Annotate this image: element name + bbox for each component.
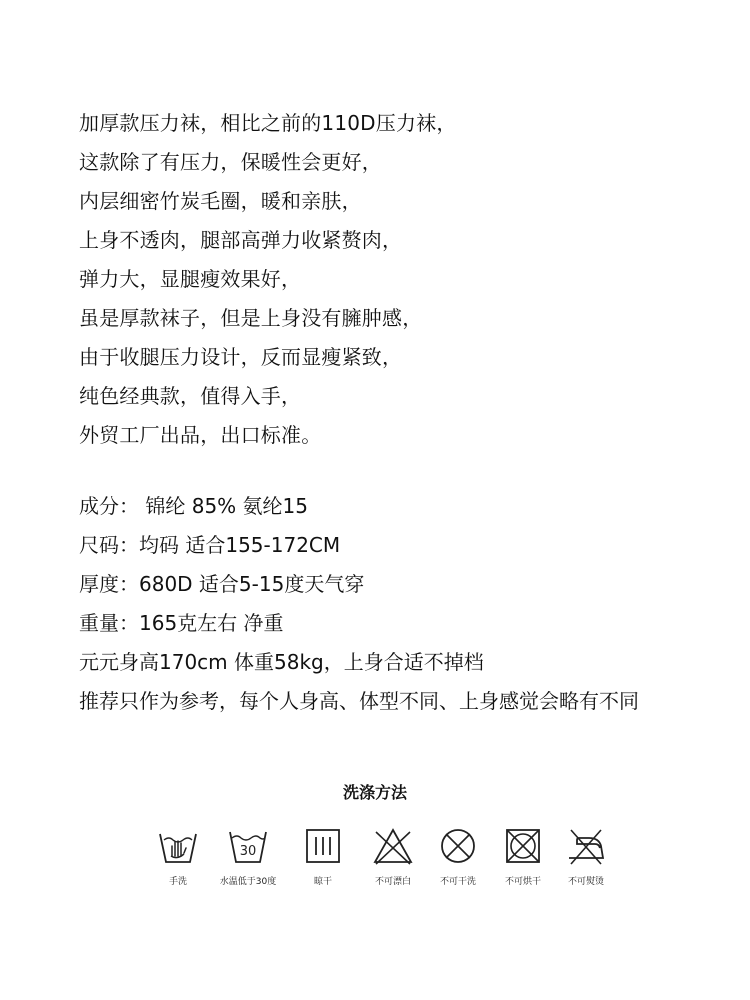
description-line: 纯色经典款，值得入手，: [79, 384, 302, 408]
description-line: 弹力大，显腿瘦效果好，: [79, 267, 302, 291]
spec-weight: 重量：165克左右 净重: [79, 611, 284, 635]
care-label: 不可漂白: [374, 877, 411, 887]
wash-30-icon: [227, 826, 269, 866]
product-description: [79, 104, 739, 455]
svg-text:30: 30: [239, 844, 257, 859]
care-item-no-dry-clean: [423, 826, 493, 887]
description-line: 上身不透肉，腿部高弹力收紧赘肉，: [79, 228, 403, 252]
care-item-no-tumble-dry: [488, 826, 558, 887]
spec-size: 尺码：均码 适合155-172CM: [79, 533, 341, 557]
line-dry-icon: [302, 826, 344, 866]
description-line: 这款除了有压力，保暖性会更好，: [79, 150, 382, 174]
spec-model-fit: 元元身高170cm 体重58kg，上身合适不掉档: [79, 650, 484, 674]
no-bleach-icon: [372, 826, 414, 866]
description-line: 加厚款压力袜，相比之前的110D压力袜，: [79, 111, 457, 135]
care-item-no-iron: [551, 826, 621, 887]
no-iron-icon: [565, 826, 607, 866]
care-item-line-dry: [288, 826, 358, 887]
care-label: 晾干: [313, 877, 332, 887]
spec-thickness: 厚度：680D 适合5-15度天气穿: [79, 572, 365, 596]
care-label: 手洗: [168, 877, 187, 887]
care-instructions: [148, 826, 618, 896]
description-line: 虽是厚款袜子，但是上身没有臃肿感，: [79, 306, 423, 330]
description-line: 内层细密竹炭毛圈，暖和亲肤，: [79, 189, 362, 213]
care-label: 不可烘干: [504, 877, 541, 887]
hand-wash-icon: [157, 826, 199, 866]
description-line: 外贸工厂出品，出口标准。: [79, 423, 322, 447]
care-label: 不可干洗: [439, 877, 476, 887]
product-specs: [79, 487, 739, 721]
description-line: 由于收腿压力设计，反而显瘦紧致，: [79, 345, 403, 369]
care-title: 洗涤方法: [342, 783, 407, 802]
no-tumble-dry-icon: [502, 826, 544, 866]
care-item-wash-30: [213, 826, 283, 887]
care-item-hand-wash: [143, 826, 213, 887]
care-label: 水温低于30度: [219, 877, 277, 887]
care-label: 不可熨烫: [567, 877, 604, 887]
no-dry-clean-icon: [437, 826, 479, 866]
spec-composition: 成分： 锦纶 85% 氨纶15: [79, 494, 308, 518]
care-item-no-bleach: [358, 826, 428, 887]
spec-note: 推荐只作为参考，每个人身高、体型不同、上身感觉会略有不同: [79, 689, 639, 713]
